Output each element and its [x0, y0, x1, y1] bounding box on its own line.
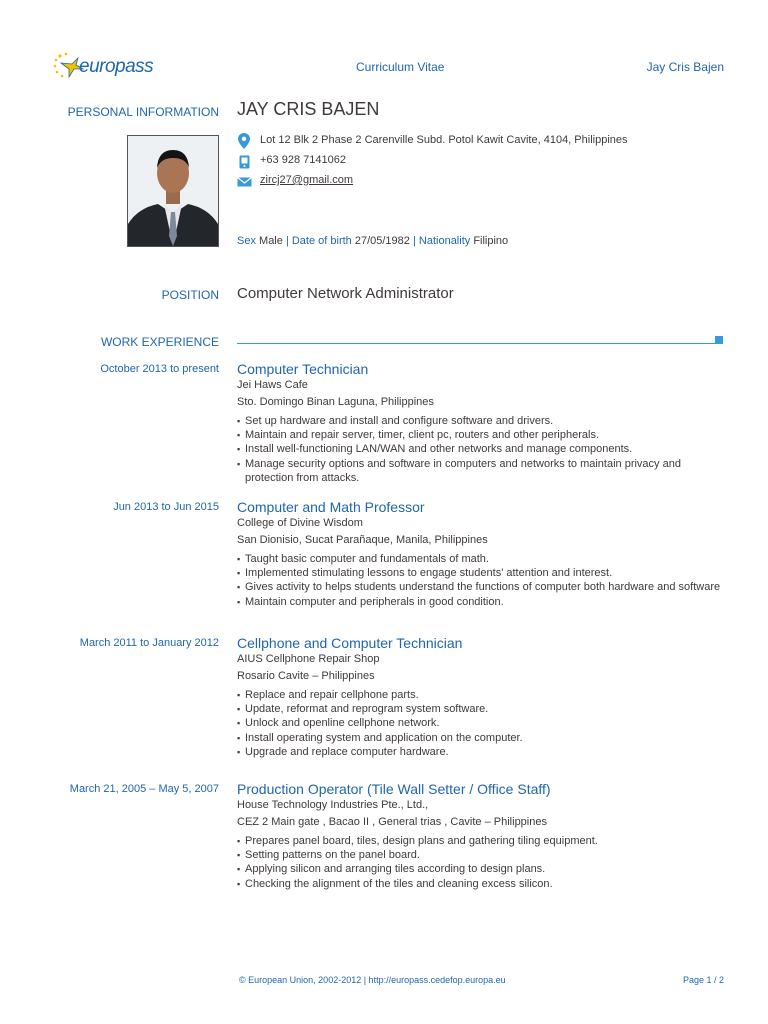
job-employer: AIUS Cellphone Repair Shop [237, 653, 380, 665]
job-location: San Dionisio, Sucat Parañaque, Manila, Philippines [237, 534, 488, 546]
job-dates: March 21, 2005 – May 5, 2007 [69, 783, 219, 795]
section-divider-marker [715, 336, 723, 344]
list-item: ▪ Prepares panel board, tiles, design plans and gathering tiling equipment. [237, 834, 727, 848]
list-item: ▪ Install operating system and application on the computer. [237, 731, 727, 745]
job-entry [237, 499, 727, 609]
nationality-label: Nationality [418, 235, 471, 247]
sex-label: Sex [237, 235, 256, 247]
job-duties [237, 834, 727, 891]
job-dates: October 2013 to present [100, 363, 219, 375]
job-title: Computer and Math Professor [237, 499, 425, 515]
phone-text: +63 928 7141062 [260, 154, 346, 166]
list-item: ▪ Manage security options and software in computers and networks to maintain privacy and protection from attacks. [237, 457, 727, 485]
list-item: ▪ Update, reformat and reprogram system software. [237, 702, 727, 716]
sex-value: Male [259, 235, 283, 247]
job-title: Cellphone and Computer Technician [237, 635, 463, 651]
job-location: Sto. Domingo Binan Laguna, Philippines [237, 396, 434, 408]
job-entry [237, 781, 727, 891]
job-dates: Jun 2013 to Jun 2015 [113, 501, 219, 513]
list-item: ▪ Taught basic computer and fundamentals of math. [237, 552, 727, 566]
job-title: Computer Technician [237, 361, 369, 377]
europass-logo [52, 50, 162, 84]
header-name: Jay Cris Bajen [646, 60, 724, 74]
nationality-value: Filipino [473, 235, 509, 247]
job-employer: House Technology Industries Pte., Ltd., [237, 799, 429, 811]
full-name: JAY CRIS BAJEN [237, 99, 380, 119]
job-location: CEZ 2 Main gate , Bacao II , General trias , Cavite – Philippines [237, 816, 547, 828]
section-label-position: POSITION [161, 288, 219, 302]
list-item: ▪ Maintain computer and peripherals in good condition. [237, 595, 727, 609]
job-employer: Jei Haws Cafe [237, 379, 308, 391]
position-value: Computer Network Administrator [237, 285, 454, 302]
job-employer: College of Divine Wisdom [237, 517, 363, 529]
list-item: ▪ Applying silicon and arranging tiles according to design plans. [237, 862, 727, 876]
list-item: ▪ Set up hardware and install and configure software and drivers. [237, 414, 727, 428]
personal-details-line [237, 235, 508, 247]
job-entry [237, 361, 727, 485]
list-item: ▪ Install well-functioning LAN/WAN and other networks and manage components. [237, 442, 727, 456]
list-item: ▪ Maintain and repair server, timer, client pc, routers and other peripherals. [237, 428, 727, 442]
section-label-personal: PERSONAL INFORMATION [67, 105, 219, 119]
logo-text: europass [79, 56, 154, 77]
address-text: Lot 12 Blk 2 Phase 2 Carenville Subd. Potol Kawit Cavite, 4104, Philippines [260, 134, 628, 146]
list-item: ▪ Setting patterns on the panel board. [237, 848, 727, 862]
job-duties [237, 688, 727, 759]
job-title: Production Operator (Tile Wall Setter / Office Staff) [237, 781, 551, 797]
doc-title: Curriculum Vitae [356, 60, 445, 74]
footer-copyright[interactable]: © European Union, 2002-2012 | http://europass.cedefop.europa.eu [239, 975, 506, 985]
envelope-icon [237, 177, 252, 187]
mobile-phone-icon [239, 155, 250, 169]
job-duties [237, 414, 727, 485]
profile-photo [127, 135, 219, 247]
location-pin-icon [238, 133, 250, 149]
job-duties [237, 552, 727, 609]
separator: | [412, 235, 416, 247]
list-item: ▪ Implemented stimulating lessons to engage students' attention and interest. [237, 566, 727, 580]
section-divider [237, 343, 717, 344]
list-item: ▪ Upgrade and replace computer hardware. [237, 745, 727, 759]
page-number: Page 1 / 2 [682, 975, 724, 985]
list-item: ▪ Replace and repair cellphone parts. [237, 688, 727, 702]
dob-value: 27/05/1982 [354, 235, 410, 247]
list-item: ▪ Unlock and openline cellphone network. [237, 716, 727, 730]
list-item: ▪ Checking the alignment of the tiles and cleaning excess silicon. [237, 877, 727, 891]
separator: | [285, 235, 289, 247]
list-item: ▪ Gives activity to helps students understand the functions of computer both hardware and software [237, 580, 727, 594]
dob-label: Date of birth [291, 235, 352, 247]
job-entry [237, 635, 727, 759]
job-dates: March 2011 to January 2012 [79, 637, 219, 649]
section-label-work: WORK EXPERIENCE [100, 335, 219, 349]
email-link[interactable]: zircj27@gmail.com [260, 174, 354, 186]
job-location: Rosario Cavite – Philippines [237, 670, 375, 682]
